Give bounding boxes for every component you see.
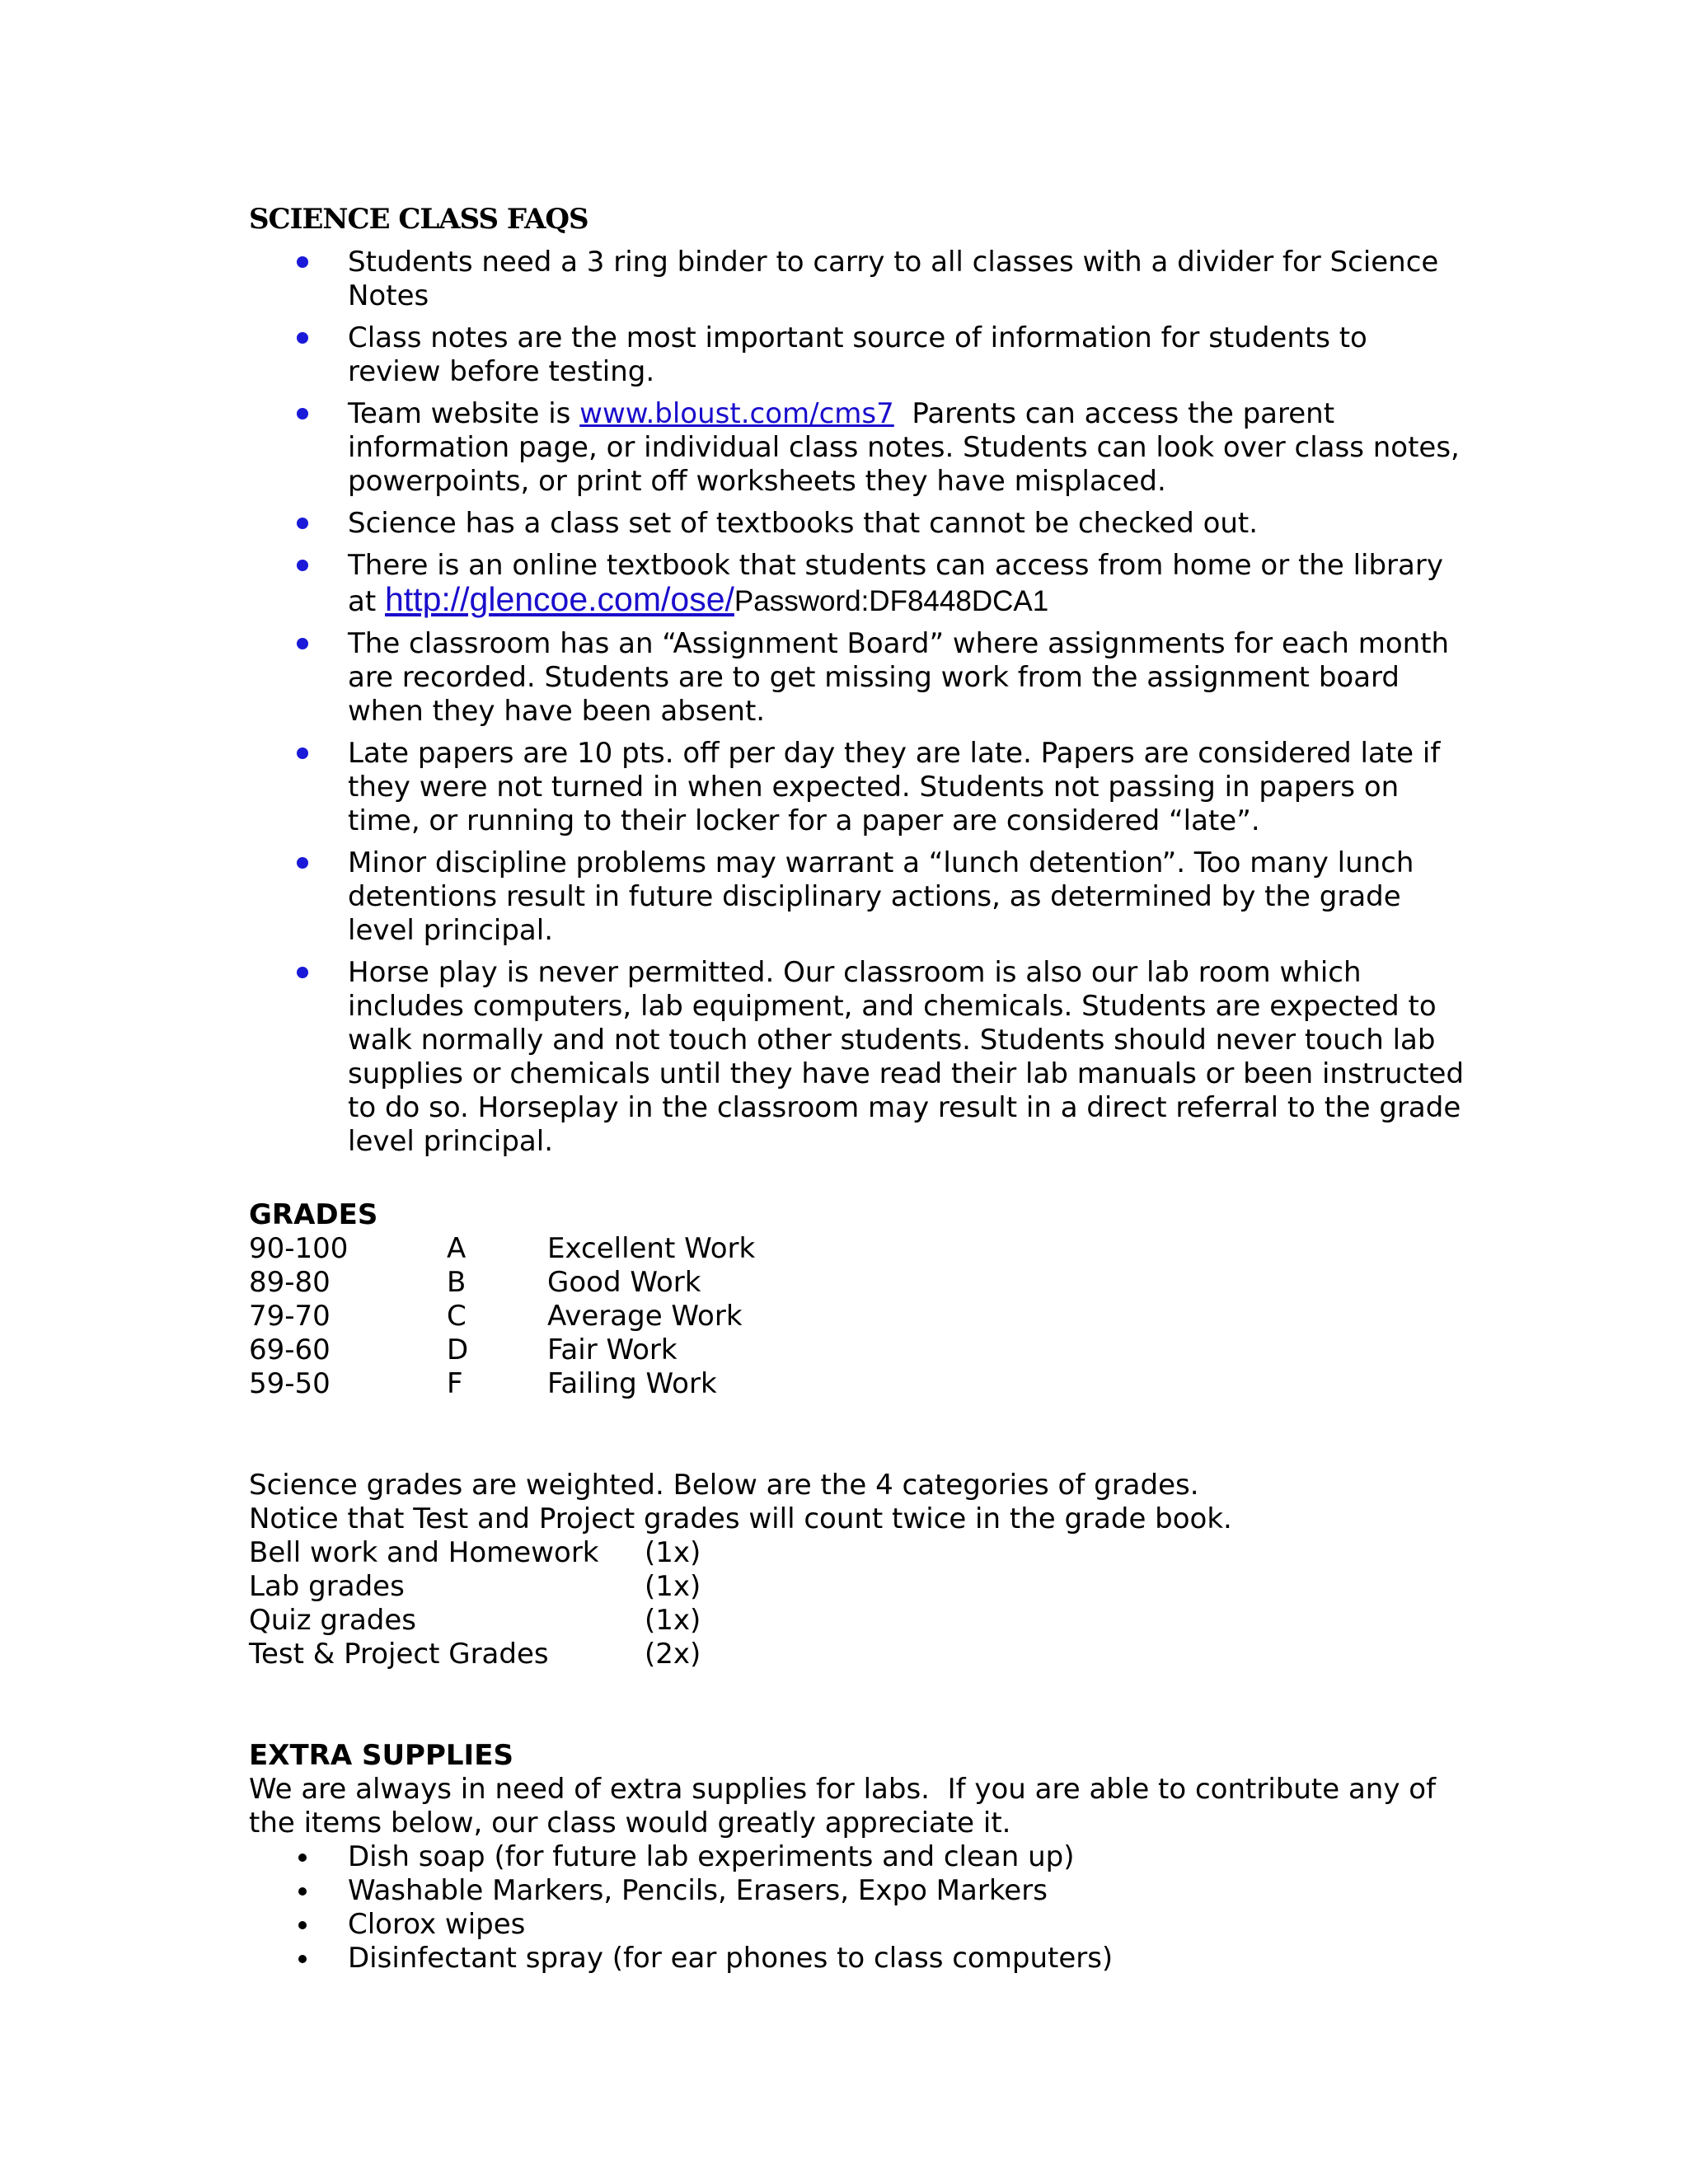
faq-title: SCIENCE CLASS FAQS xyxy=(249,203,588,236)
supply-item-text: Washable Markers, Pencils, Erasers, Expo Markers xyxy=(348,1874,1048,1907)
faq-item-text: Parents can access the parent information page, or individual class notes. Students can look over class notes, powerpoints, or print off worksheets they have misplaced. xyxy=(348,397,1469,498)
faq-item-text: The classroom has an “Assignment Board” where assignments for each month are recorded. Students are to get missing work from the assignment board when they have been absent. xyxy=(348,627,1450,728)
supplies-heading: EXTRA SUPPLIES xyxy=(249,1739,513,1772)
faq-item xyxy=(249,321,1469,389)
faq-item-text: Science has a class set of textbooks that cannot be checked out. xyxy=(348,507,1259,540)
grade-letter: A xyxy=(447,1232,467,1265)
weight-multiplier: (2x) xyxy=(645,1638,701,1671)
grade-row xyxy=(249,1232,1469,1266)
faq-item-text: Students need a 3 ring binder to carry to all classes with a divider for Science Notes xyxy=(348,246,1439,312)
faq-item-text: Team website is xyxy=(348,397,580,430)
weight-category: Test & Project Grades xyxy=(249,1638,549,1671)
weight-row xyxy=(249,1604,1469,1638)
grade-range: 90-100 xyxy=(249,1232,349,1265)
weight-multiplier: (1x) xyxy=(645,1536,701,1569)
textbook-password: Password:DF8448DCA1 xyxy=(734,585,1049,617)
grade-range: 69-60 xyxy=(249,1333,331,1366)
online-textbook-link[interactable]: http://glencoe.com/ose/ xyxy=(384,580,734,618)
supplies-section xyxy=(249,1739,1469,1975)
supply-item xyxy=(249,1942,1469,1975)
supply-list xyxy=(249,1840,1469,1975)
bullet-icon xyxy=(298,1887,307,1896)
grade-description: Average Work xyxy=(547,1300,743,1333)
grade-row xyxy=(249,1266,1469,1300)
supply-item-text: Dish soap (for future lab experiments and clean up) xyxy=(348,1840,1075,1873)
faq-item xyxy=(249,246,1469,313)
faq-item xyxy=(249,549,1469,619)
grade-range: 89-80 xyxy=(249,1266,331,1299)
faq-item-text: Horse play is never permitted. Our classroom is also our lab room which includes computers, lab equipment, and chemicals. Students are expected to walk normally and not touch other students. Students should never touch lab supplies or chemicals until they have read their lab manuals or been instructed to do so. Horseplay in the classroom may result in a direct referral to the grade level principal. xyxy=(348,956,1465,1158)
faq-item xyxy=(249,737,1469,838)
supplies-intro: We are always in need of extra supplies for labs. If you are able to contribute any of the items below, our class would greatly appreciate it. xyxy=(249,1773,1445,1840)
supply-item-text: Clorox wipes xyxy=(348,1908,526,1941)
grade-letter: F xyxy=(447,1367,463,1400)
bullet-icon xyxy=(298,1921,307,1929)
faq-item-text: Minor discipline problems may warrant a “lunch detention”. Too many lunch detentions result in future disciplinary actions, as determined by the grade level principal. xyxy=(348,846,1414,947)
grades-heading: GRADES xyxy=(249,1198,378,1231)
grade-row xyxy=(249,1333,1469,1367)
weights-intro: Science grades are weighted. Below are the 4 categories of grades. xyxy=(249,1469,1199,1502)
weight-multiplier: (1x) xyxy=(645,1604,701,1637)
supply-item xyxy=(249,1874,1469,1908)
bullet-icon xyxy=(297,638,308,649)
weights-note: Notice that Test and Project grades will count twice in the grade book. xyxy=(249,1502,1232,1535)
faq-item xyxy=(249,956,1469,1159)
weight-category: Quiz grades xyxy=(249,1604,417,1637)
supply-item-text: Disinfectant spray (for ear phones to class computers) xyxy=(348,1942,1114,1975)
bullet-icon xyxy=(297,408,308,419)
weight-row xyxy=(249,1638,1469,1671)
grade-letter: B xyxy=(447,1266,467,1299)
bullet-icon xyxy=(297,332,308,344)
grade-row xyxy=(249,1300,1469,1333)
weight-row xyxy=(249,1536,1469,1570)
bullet-icon xyxy=(298,1955,307,1963)
weight-category: Bell work and Homework xyxy=(249,1536,599,1569)
faq-list xyxy=(249,246,1469,1159)
grade-description: Fair Work xyxy=(547,1333,678,1366)
supply-item xyxy=(249,1908,1469,1942)
bullet-icon xyxy=(297,857,308,869)
weights-section xyxy=(249,1469,1469,1671)
bullet-icon xyxy=(297,560,308,571)
bullet-icon xyxy=(297,967,308,978)
grade-range: 79-70 xyxy=(249,1300,331,1333)
weight-multiplier: (1x) xyxy=(645,1570,701,1603)
grade-description: Failing Work xyxy=(547,1367,717,1400)
faq-item-text: Class notes are the most important source of information for students to review before testing. xyxy=(348,321,1367,388)
grade-letter: D xyxy=(447,1333,469,1366)
bullet-icon xyxy=(297,256,308,268)
bullet-icon xyxy=(297,518,308,529)
faq-item xyxy=(249,627,1469,729)
grade-letter: C xyxy=(447,1300,467,1333)
grade-row xyxy=(249,1367,1469,1401)
bullet-icon xyxy=(297,748,308,759)
faq-item xyxy=(249,397,1469,499)
faq-item xyxy=(249,507,1469,541)
grade-description: Excellent Work xyxy=(547,1232,756,1265)
weight-category: Lab grades xyxy=(249,1570,405,1603)
grades-section xyxy=(249,1198,1469,1401)
document-page xyxy=(249,198,1469,1975)
supply-item xyxy=(249,1840,1469,1874)
grade-range: 59-50 xyxy=(249,1367,331,1400)
grade-description: Good Work xyxy=(547,1266,701,1299)
faq-item xyxy=(249,846,1469,948)
faq-item-text: There is an online textbook that students can access from home or the library at xyxy=(348,549,1443,618)
weight-row xyxy=(249,1570,1469,1604)
team-website-link[interactable]: www.bloust.com/cms7 xyxy=(579,397,894,430)
bullet-icon xyxy=(298,1854,307,1862)
faq-item-text: Late papers are 10 pts. off per day they are late. Papers are considered late if they were not turned in when expected. Students not passing in papers on time, or running to their locker for a paper are considered “late”. xyxy=(348,737,1441,837)
